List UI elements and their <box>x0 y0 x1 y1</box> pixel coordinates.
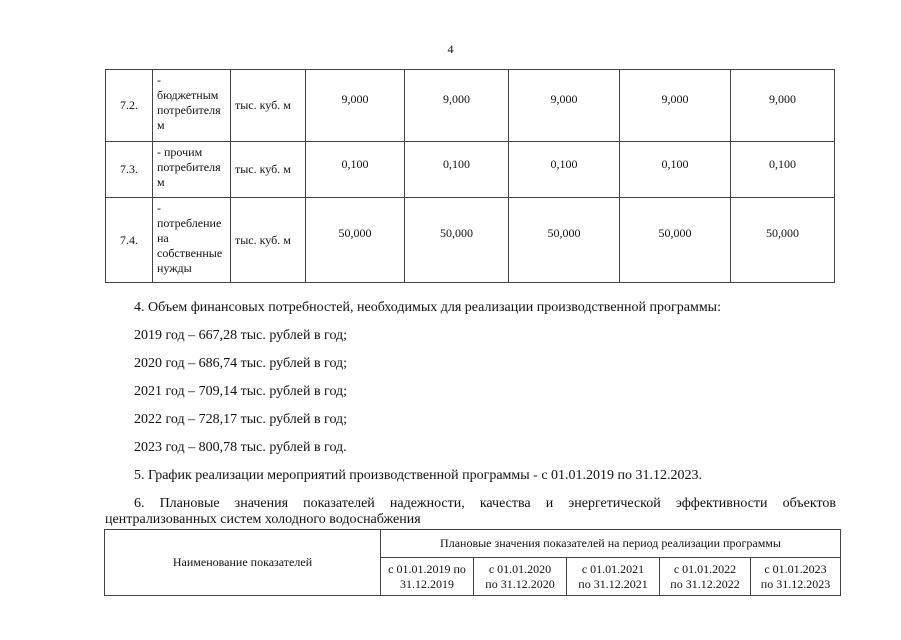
header-plan-values: Плановые значения показателей на период реализации программы <box>381 530 841 558</box>
row-value: 50,000 <box>731 198 835 283</box>
row-value: 9,000 <box>620 70 731 142</box>
row-value: 50,000 <box>405 198 509 283</box>
row-value: 0,100 <box>509 142 620 198</box>
table-row <box>106 70 835 142</box>
row-value: 50,000 <box>306 198 405 283</box>
row-unit: тыс. куб. м <box>231 142 306 198</box>
section4-heading: 4. Объем финансовых потребностей, необходимых для реализации производственной программы: <box>134 300 721 315</box>
row-value: 0,100 <box>405 142 509 198</box>
row-name: - потребление на собственные нужды <box>153 198 231 283</box>
period-2023: с 01.01.2023 по 31.12.2023 <box>751 558 841 596</box>
indicators-table <box>104 529 841 596</box>
row-value: 0,100 <box>306 142 405 198</box>
section5-text: 5. График реализации мероприятий производственной программы - с 01.01.2019 по 31.12.2023. <box>134 468 703 483</box>
row-name: - прочим потребителя м <box>153 142 231 198</box>
row-value: 9,000 <box>731 70 835 142</box>
period-2019: с 01.01.2019 по 31.12.2019 <box>381 558 474 596</box>
period-2020: с 01.01.2020 по 31.12.2020 <box>474 558 567 596</box>
period-2021: с 01.01.2021 по 31.12.2021 <box>567 558 660 596</box>
finance-line-2022: 2022 год – 728,17 тыс. рублей в год; <box>134 412 348 427</box>
finance-line-2020: 2020 год – 686,74 тыс. рублей в год; <box>134 356 348 371</box>
row-value: 0,100 <box>620 142 731 198</box>
section6-text: 6. Плановые значения показателей надежности, качества и энергетической эффективности объектов централизованных систем холодного водоснабжения <box>105 496 836 527</box>
row-number: 7.4. <box>106 198 153 283</box>
finance-line-2021: 2021 год – 709,14 тыс. рублей в год; <box>134 384 348 399</box>
water-volume-table <box>105 69 835 283</box>
row-value: 50,000 <box>620 198 731 283</box>
row-value: 9,000 <box>405 70 509 142</box>
row-value: 50,000 <box>509 198 620 283</box>
row-value: 0,100 <box>731 142 835 198</box>
finance-line-2023: 2023 год – 800,78 тыс. рублей в год. <box>134 440 347 455</box>
finance-line-2019: 2019 год – 667,28 тыс. рублей в год; <box>134 328 348 343</box>
row-number: 7.3. <box>106 142 153 198</box>
row-unit: тыс. куб. м <box>231 198 306 283</box>
page-number: 4 <box>447 42 454 56</box>
table-row <box>106 198 835 283</box>
header-indicator-name: Наименование показателей <box>105 530 381 596</box>
table-row <box>106 142 835 198</box>
row-value: 9,000 <box>509 70 620 142</box>
row-number: 7.2. <box>106 70 153 142</box>
row-unit: тыс. куб. м <box>231 70 306 142</box>
row-name: - бюджетным потребителя м <box>153 70 231 142</box>
period-2022: с 01.01.2022 по 31.12.2022 <box>660 558 751 596</box>
row-value: 9,000 <box>306 70 405 142</box>
